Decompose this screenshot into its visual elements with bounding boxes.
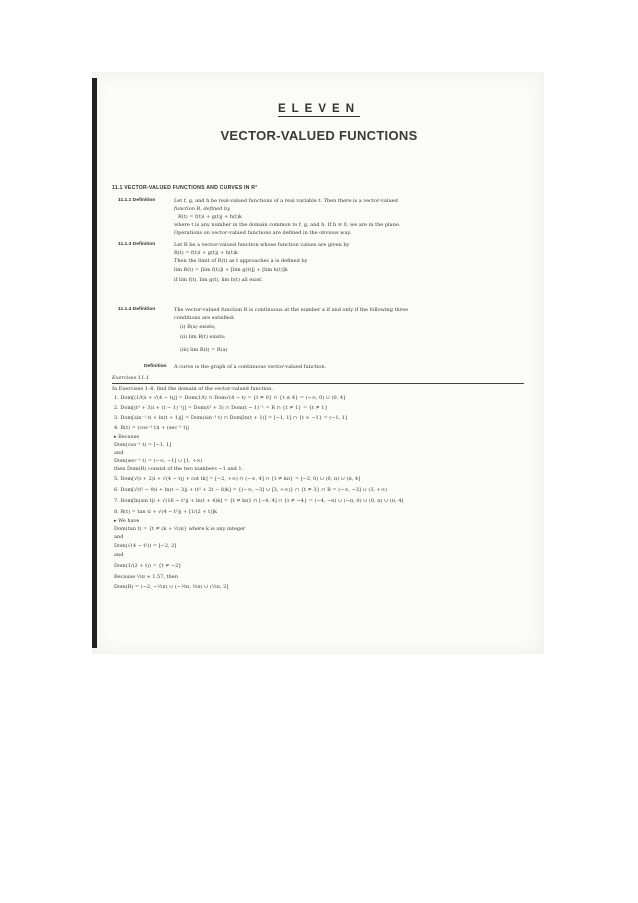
exercise-line: and bbox=[114, 552, 124, 558]
exercise-line: Dom(1/(2 + t)) = {t ≠ −2} bbox=[114, 563, 182, 569]
exercise-line: 7. Dom[ln|sin t|i + √(16 − t²)j + ln(t + 4)k] = {t ≠ kπ} ∩ [−4, 4] ∩ {t ≠ −4} = (−4, −π) ∪ (−π, 0) ∪ (0, π) ∪ (π, 4] bbox=[114, 498, 404, 504]
page-binding-edge bbox=[92, 78, 97, 648]
definition-text: Operations on vector-valued functions are defined in the obvious way. bbox=[174, 230, 352, 236]
exercise-line: Dom(cos⁻¹ t) = [−1, 1] bbox=[114, 442, 172, 448]
formula: lim R(t) = [lim f(t)]i + [lim g(t)]j + [lim h(t)]k bbox=[174, 267, 288, 273]
exercise-line: 5. Dom[√(t + 2)i + √(4 − t)j + cot tk] = [−2, +∞) ∩ (−∞, 4] ∩ {t ≠ kπ} = [−2, 0) ∪ (0, π) ∪ (π, 4] bbox=[114, 476, 361, 482]
definition-text: conditions are satisfied: bbox=[174, 315, 235, 321]
exercise-line: and bbox=[114, 450, 124, 456]
definition-label: 11.1.3 Definition bbox=[118, 242, 156, 247]
exercises-intro: In Exercises 1–8, find the domain of the vector-valued function. bbox=[112, 386, 273, 392]
exercise-line: Dom(√(4 − t²)) = [−2, 2] bbox=[114, 543, 177, 549]
condition: (i) R(a) exists; bbox=[180, 324, 216, 330]
exercise-line: Dom(tan t) = {t ≠ (k + ½)π} where k is any integer bbox=[114, 526, 246, 532]
exercise-line: and bbox=[114, 534, 124, 540]
exercise-line: 3. Dom[sin⁻¹ ti + ln(t + 1)j] = Dom(sin⁻¹ t) ∩ Dom[ln(t + 1)] = [−1, 1] ∩ {t > −1} = (−1, 1] bbox=[114, 415, 347, 421]
exercises-heading: Exercises 11.1 bbox=[112, 375, 150, 381]
definition-label: Definition bbox=[144, 364, 167, 369]
definition-label: 11.1.1 Definition bbox=[118, 198, 156, 203]
definition-text: function R, defined by bbox=[174, 206, 230, 212]
exercise-line: ▸ Because bbox=[114, 434, 140, 440]
definition-text: Let f, g, and h be real-valued functions of a real variable t. Then there is a vector-valued bbox=[174, 198, 398, 204]
exercise-line: 1. Dom[(1/t)i + √(4 − t)j] = Dom(1/t) ∩ Dom√(4 − t) = {t ≠ 0} ∩ {t ≤ 4} = (−∞, 0) ∪ (0, 4] bbox=[114, 395, 346, 401]
divider bbox=[112, 383, 524, 384]
chapter-number: ELEVEN bbox=[277, 103, 360, 115]
exercise-line: then Dom(R) consist of the two numbers −1 and 1. bbox=[114, 466, 244, 472]
exercise-line: 6. Dom[√(t² − 9)i + ln(t − 3)j + (t² + 2t − 8)k] = {(−∞, −3] ∪ [3, +∞)} ∩ {t ≠ 3} ∩ R = (−∞, −3] ∪ (3, +∞) bbox=[114, 487, 387, 493]
chapter-title: VECTOR-VALUED FUNCTIONS bbox=[220, 128, 418, 143]
condition: (ii) lim R(t) exists; bbox=[180, 334, 226, 340]
definition-text: A curve is the graph of a continuous vector-valued function. bbox=[174, 364, 327, 370]
definition-text: Then the limit of R(t) as t approaches a is defined by bbox=[174, 258, 308, 264]
definition-text: if lim f(t), lim g(t), lim h(t) all exist. bbox=[174, 277, 263, 283]
exercise-line: ▸ We have bbox=[114, 518, 140, 524]
formula: R(t) = f(t)i + g(t)j + h(t)k bbox=[178, 214, 242, 220]
exercise-line: 8. R(t) = tan ti + √(4 − t²)j + [1/(2 + t)]k bbox=[114, 509, 218, 515]
formula: R(t) = f(t)i + g(t)j + h(t)k bbox=[174, 250, 238, 256]
definition-text: where t is any number in the domain common to f, g, and h. If h ≡ 0, we are in the plane. bbox=[174, 222, 401, 228]
exercise-line: Because ½π ≈ 1.57, then bbox=[114, 574, 178, 580]
definition-label: 11.1.4 Definition bbox=[118, 307, 156, 312]
exercise-line: 4. R(t) = (cos⁻¹ t)i + (sec⁻¹ t)j bbox=[114, 425, 189, 431]
definition-text: The vector-valued function R is continuous at the number a if and only if the following three bbox=[174, 307, 409, 313]
exercise-line: Dom(sec⁻¹ t) = (−∞, −1] ∪ [1, +∞) bbox=[114, 458, 203, 464]
definition-text: Let R be a vector-valued function whose function values are given by bbox=[174, 242, 350, 248]
section-heading: 11.1 VECTOR-VALUED FUNCTIONS AND CURVES IN R³ bbox=[112, 185, 258, 191]
condition: (iii) lim R(t) = R(a) bbox=[180, 347, 228, 353]
exercise-line: 2. Dom[(t² + 3)i + (t − 1)⁻¹j] = Dom(t² + 3) ∩ Dom(t − 1)⁻¹ = R ∩ {t ≠ 1} = {t ≠ 1} bbox=[114, 405, 328, 411]
exercise-line: Dom(R) = (−2, −½π) ∪ (−½π, ½π) ∪ (½π, 2] bbox=[114, 584, 229, 590]
